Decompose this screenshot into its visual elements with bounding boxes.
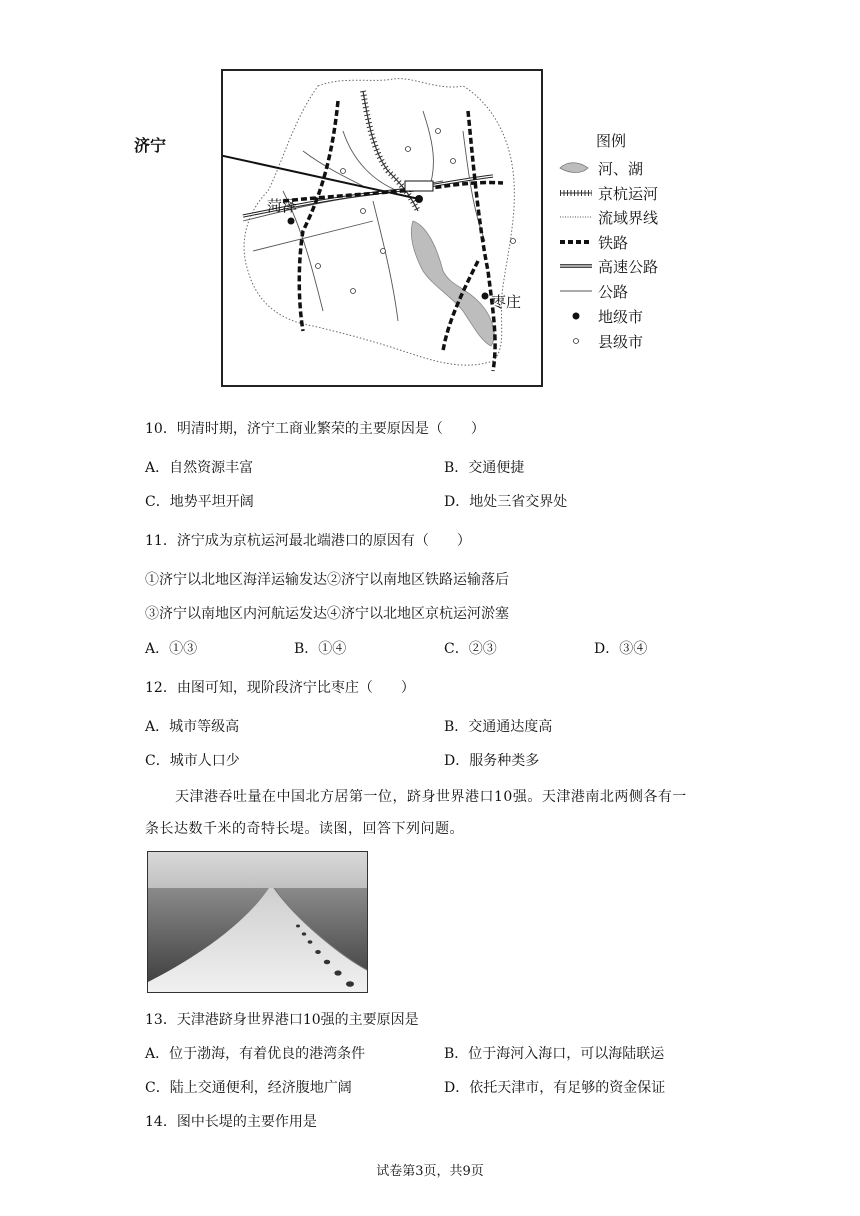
question-11-option-b[interactable]: B．①④ (294, 641, 347, 657)
question-12-option-d[interactable]: D．服务种类多 (444, 753, 540, 769)
zaozhuang-label: 枣庄 (491, 293, 522, 311)
question-12-option-c[interactable]: C．城市人口少 (145, 753, 240, 769)
legend-item-highway: 高速公路 (598, 258, 659, 276)
question-10-stem: 10．明清时期，济宁工商业繁荣的主要原因是（ ） (145, 421, 485, 437)
railways (283, 101, 503, 371)
question-11-option-c[interactable]: C．②③ (444, 641, 497, 657)
legend-item-road: 公路 (598, 283, 629, 301)
passage-line-1: 天津港吞吐量在中国北方居第一位，跻身世界港口10强。天津港南北两侧各有一 (175, 789, 687, 805)
legend-lake-symbol (560, 163, 588, 173)
question-10-option-c[interactable]: C．地势平坦开阔 (145, 494, 254, 510)
legend-item-lake: 河、湖 (598, 160, 644, 178)
map-figure (221, 69, 543, 387)
question-10-option-a[interactable]: A．自然资源丰富 (145, 460, 254, 476)
county-cities (316, 129, 516, 294)
question-13-option-a[interactable]: A．位于渤海，有着优良的港湾条件 (145, 1046, 366, 1062)
legend-item-railway: 铁路 (598, 234, 629, 252)
question-11-statement-1: ①济宁以北地区海洋运输发达②济宁以南地区铁路运输落后 (145, 572, 509, 588)
page-footer: 试卷第3页，共9页 (376, 1164, 484, 1179)
question-13-stem: 13．天津港跻身世界港口10强的主要原因是 (145, 1012, 419, 1028)
passage-line-2: 条长达数千米的奇特长堤。读图，回答下列问题。 (145, 821, 464, 837)
legend-prefecture-symbol (573, 313, 580, 320)
legend-symbols (558, 156, 598, 356)
question-12-option-a[interactable]: A．城市等级高 (145, 719, 240, 735)
breakwater-illustration (148, 852, 367, 992)
jining-city-dot (415, 195, 423, 203)
legend-item-county: 县级市 (598, 333, 644, 351)
heze-city-dot (288, 218, 295, 225)
zaozhuang-city-dot (482, 293, 489, 300)
breakwater-photo (147, 851, 368, 993)
jining-city-marker (405, 181, 433, 191)
question-11-option-d[interactable]: D．③④ (594, 641, 648, 657)
jining-basin-map (223, 71, 541, 385)
question-12-option-b[interactable]: B．交通通达度高 (444, 719, 553, 735)
question-13-option-d[interactable]: D．依托天津市，有足够的资金保证 (444, 1080, 666, 1096)
question-11-option-a[interactable]: A．①③ (145, 641, 198, 657)
legend-item-prefecture: 地级市 (598, 308, 644, 326)
question-11-statement-2: ③济宁以南地区内河航运发达④济宁以北地区京杭运河淤塞 (145, 606, 509, 622)
question-14-stem: 14．图中长堤的主要作用是 (145, 1114, 317, 1130)
question-11-stem: 11．济宁成为京杭运河最北端港口的原因有（ ） (145, 533, 471, 549)
question-10-option-b[interactable]: B．交通便捷 (444, 460, 525, 476)
question-12-stem: 12．由图可知，现阶段济宁比枣庄（ ） (145, 680, 415, 696)
legend-item-canal: 京杭运河 (598, 185, 659, 203)
question-13-option-c[interactable]: C．陆上交通便利，经济腹地广阔 (145, 1080, 352, 1096)
legend-title: 图例 (596, 132, 627, 150)
legend-item-boundary: 流域界线 (598, 209, 659, 227)
legend-county-symbol (574, 339, 579, 344)
question-13-option-b[interactable]: B．位于海河入海口，可以海陆联运 (444, 1046, 665, 1062)
heze-label: 菏泽 (267, 197, 298, 215)
jining-label: 济宁 (134, 136, 167, 155)
question-10-option-d[interactable]: D．地处三省交界处 (444, 494, 568, 510)
